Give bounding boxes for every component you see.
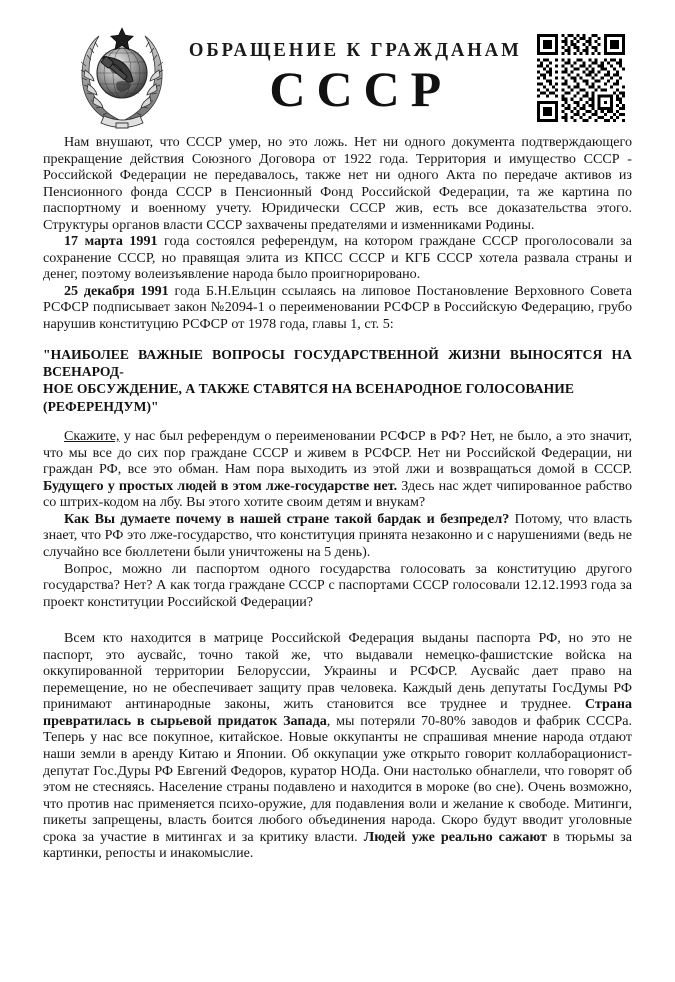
paragraph-6 <box>43 561 632 611</box>
paragraph-3-text: года Б.Н.Ельцин ссылаясь на липовое Постановление Верховного Совета РСФСР подписывает закон №2094-1 о переименовании РСФСР в Российскую Федерацию, грубо нарушив конституцию РСФСР от 1978 года, главы 1, ст. 5: <box>43 282 632 333</box>
paragraph-4-bold-1: Будущего у простых людей в этом лже-государстве нет. <box>43 477 398 494</box>
paragraph-7-bold-1: Страна превратилась в сырьевой придаток Запада <box>43 696 632 729</box>
paragraph-4-lead: Скажите, <box>64 428 120 445</box>
paragraph-1 <box>43 134 632 233</box>
spacer-before-quote <box>0 333 675 346</box>
quote-line-1: "НАИБОЛЕЕ ВАЖНЫЕ ВОПРОСЫ ГОСУДАРСТВЕННОЙ ЖИЗНИ ВЫНОСЯТСЯ НА ВСЕНАРОД- <box>43 346 632 379</box>
paragraph-2-date: 17 марта 1991 <box>64 233 158 250</box>
paragraph-4-text-1: у нас был референдум о переименовании РСФСР в РФ? Нет, не было, а это значит, что мы все до сих пор граждане СССР и живем в РСФСР. Нет ни Российской Федерации, ни граждан РФ, все это обман. Нам пора выходить из этой лжи и возвращаться домой в СССР. <box>43 428 632 478</box>
paragraph-4 <box>43 428 632 511</box>
qr-code-icon <box>533 34 629 122</box>
paragraph-2 <box>43 233 632 283</box>
document-body-2 <box>43 428 632 610</box>
paragraph-1-text: Нам внушают, что СССР умер, но это ложь. Нет ни одного документа подтверждающего прекращение действия Союзного Договора от 1922 года. Территория и имущество СССР - Российской Федерации не передавалось, также нет ни одного Акта по передаче активов из Пенсионного фонда СССР в Пенсионный Фонд Российской Федерации, та же картина по паспортному и военному учету. Юридически СССР жив, есть все доказательства этого. Структуры органов власти СССР захвачены предателями и изменниками Родины. <box>43 134 632 233</box>
paragraph-7 <box>43 630 632 862</box>
paragraph-2-text: года состоялся референдум, на котором граждане СССР проголосовали за сохранение СССР, но правящая элита из КПСС СССР и КГБ СССР хотела развала страны и денег, поэтому волеизъявление народа было проигнорировано. <box>43 233 632 283</box>
paragraph-7-text-2: , мы потеряли 70-80% заводов и фабрик СССРа. Теперь у нас все покупное, китайское. Новые оккупанты не спрашивая мнение народа отдают наши земли в аренду Китаю и Японии. Об оккупации уже открыто говорит коллаборационист-депутат Гос.Дуры РФ Евгений Федоров, куратор НОДа. Они настолько обнаглели, что говорят об этом не стесняясь. Население страны подавлено и находится в мороке (во сне). Очень возможно, что против нас применяется психо-оружие, для подавления воли и желание к свободе. Митинги, пикеты запрещены, власть боится любого объединения народа. Скоро будут вводит уголовные срока за участие в митингах и за критику власти. <box>43 712 633 845</box>
header-title-line-1: ОБРАЩЕНИЕ К ГРАЖДАНАМ <box>188 39 522 61</box>
paragraph-5-bold-1: Как Вы думаете почему в нашей стране такой бардак и безпредел? <box>64 510 510 527</box>
paragraph-7-text-3: в тюрьмы за картинки, репосты и инакомыслие. <box>43 828 632 862</box>
document-body <box>43 134 632 333</box>
spacer-after-quote <box>0 415 675 428</box>
paragraph-5-text-1: Потому, что власть знает, что РФ это лже-государство, что конституция принята незаконно и с нарушениями (ведь не случайно все бюллетени были уничтожены на 5 день). <box>43 510 633 561</box>
header-title-block <box>178 39 533 118</box>
page-bottom-spacer <box>0 862 675 863</box>
paragraph-3-date: 25 декабря 1991 <box>64 282 169 299</box>
document-body-3 <box>43 630 632 862</box>
paragraph-5 <box>43 511 632 561</box>
paragraph-4-text-2: Здесь нас ждет чипированное рабство со штрих-кодом на лбу. Вы этого хотите своим детям и внукам? <box>43 477 633 511</box>
header-title-line-2: СССР <box>269 61 453 118</box>
paragraph-3 <box>43 283 632 333</box>
ussr-coat-of-arms-icon <box>66 26 178 130</box>
document-header <box>0 22 675 134</box>
paragraph-6-text: Вопрос, можно ли паспортом одного государства голосовать за конституцию другого государства? Нет? А как тогда граждане СССР с паспортами СССР голосовали 12.12.1993 года за проект конституции Российской Федерации? <box>43 560 632 610</box>
spacer-before-final <box>0 610 675 630</box>
quote-line-2: НОЕ ОБСУЖДЕНИЕ, А ТАКЖЕ СТАВЯТСЯ НА ВСЕНАРОДНОЕ ГОЛОСОВАНИЕ (РЕФЕРЕНДУМ)" <box>43 381 574 414</box>
constitution-quote <box>43 346 632 416</box>
paragraph-7-text-1: Всем кто находится в матрице Российской Федерация выданы паспорта РФ, но это не паспорт, это аусвайс, точно такой же, что выдавали немецко-фашистские войска на оккупированной территории Белоруссии, Украины и РСФСР. Аусвайс дает право на перемещение, но не обеспечивает защиту прав человека. Каждый день депутаты ГосДумы РФ принимают антинародные законы, жить становится все труднее и труднее. <box>43 630 632 713</box>
paragraph-7-bold-2: Людей уже реально сажают <box>363 828 547 845</box>
document-page <box>0 22 675 982</box>
